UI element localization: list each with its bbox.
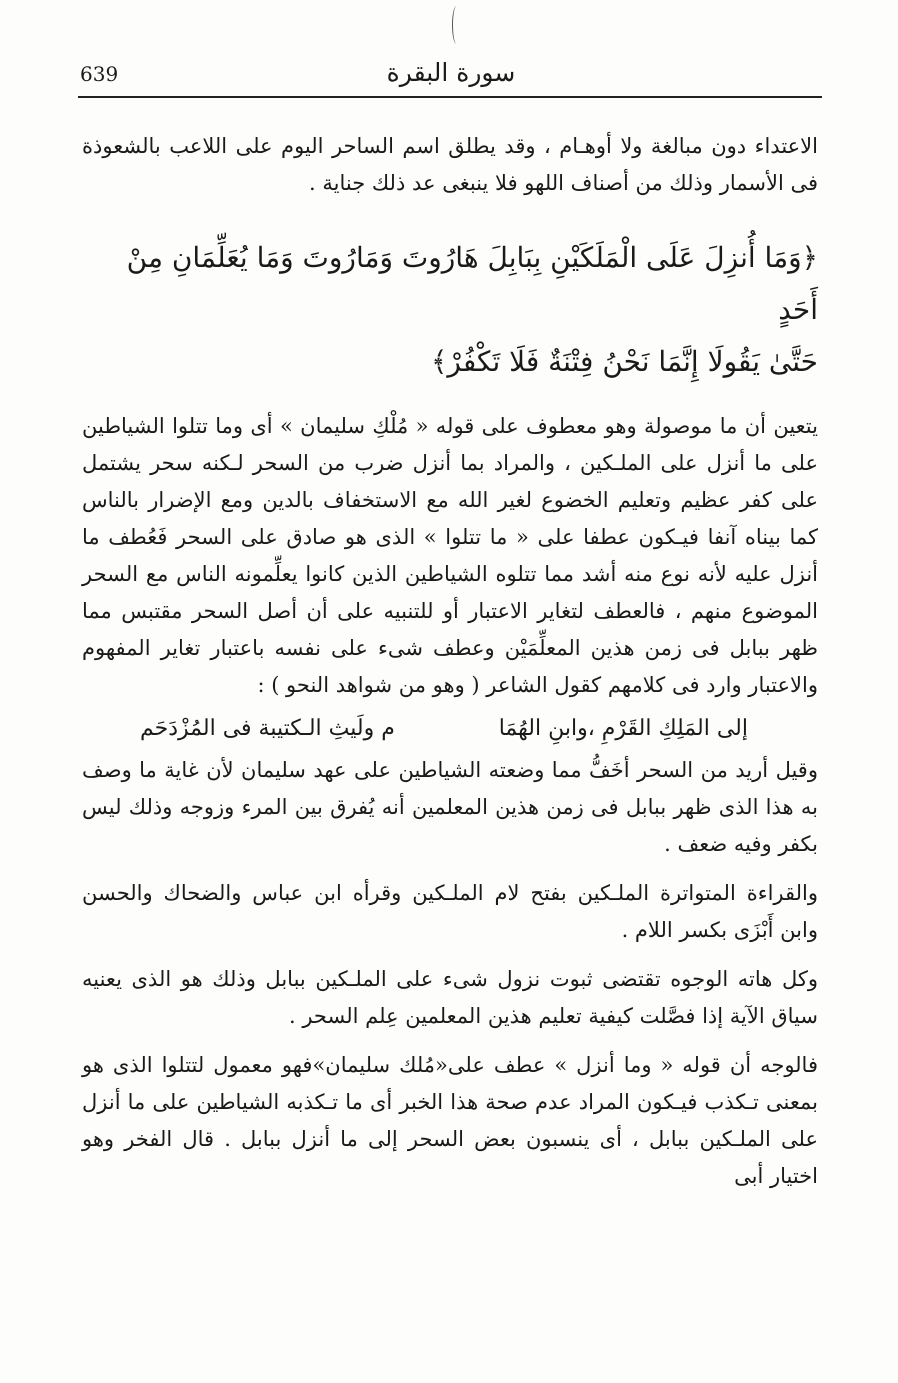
paragraph-gap bbox=[82, 1035, 818, 1047]
verse-line-1: ﴿وَمَا أُنزِلَ عَلَى الْمَلَكَيْنِ بِبَابِلَ هَارُوتَ وَمَارُوتَ وَمَا يُعَلِّمَانِ مِنْ أَحَدٍ bbox=[126, 241, 818, 326]
paragraph-gap bbox=[82, 863, 818, 875]
poem-hemistich-1: إلى المَلِكِ القَرْمِ ،وابنِ الهُمَا bbox=[498, 716, 748, 741]
quran-verse bbox=[82, 232, 818, 388]
poetry-verse bbox=[82, 710, 818, 748]
verse-line-2: حَتَّىٰ يَقُولَا إِنَّمَا نَحْنُ فِتْنَةٌ فَلَا تَكْفُرْ﴾ bbox=[430, 345, 818, 378]
page-number: 639 bbox=[80, 62, 119, 86]
top-margin-mark bbox=[452, 6, 461, 44]
page-body bbox=[82, 128, 818, 1195]
paragraph-1: الاعتداء دون مبالغة ولا أوهـام ، وقد يطلق اسم الساحر اليوم على اللاعب بالشعوذة فى الأسمار وذلك من أصناف اللهو فلا ينبغى عد ذلك جناية . bbox=[82, 134, 818, 195]
paragraph-6: فالوجه أن قوله « وما أنزل » عطف على«مُلك سليمان»فهو معمول لتتلوا الذى هو بمعنى تـكذب فيـكون المراد عدم صحة هذا الخبر أى ما تـكذبه الشياطين على ما أنزل على الملـكين ببابل ، أى ينسبون بعض السحر إلى ما أنزل ببابل . قال الفخر وهو اختيار أبى bbox=[82, 1053, 818, 1188]
poem-hemistich-2: م ولَيثِ الـكتيبة فى المُزْدَحَم bbox=[140, 716, 395, 741]
header-rule bbox=[78, 96, 822, 98]
surah-title: سورة البقرة bbox=[386, 58, 516, 87]
paragraph-5: وكل هاته الوجوه تقتضى ثبوت نزول شىء على الملـكين ببابل وذلك هو الذى يعنيه سياق الآية إذا فصَّلت كيفية تعليم هذين المعلمين عِلم السحر . bbox=[82, 967, 818, 1028]
paragraph-gap bbox=[82, 949, 818, 961]
paragraph-3: وقيل أريد من السحر أخَفُّ مما وضعته الشياطين على عهد سليمان لأن غاية ما وصف به هذا الذى ظهر ببابل فى زمن هذين المعلمين أنه يُفرق بين المرء وزوجه وذلك ليس بكفر وفيه ضعف . bbox=[82, 758, 818, 856]
paragraph-2: يتعين أن ما موصولة وهو معطوف على قوله « مُلْكِ سليمان » أى وما تتلوا الشياطين على ما أنزل على الملـكين ، والمراد بما أنزل ضرب من السحر لـكنه سحر يشتمل على كفر عظيم وتعليم الخضوع لغير الله مع الاستخفاف بالدين ومع الإضرار بالناس كما بيناه آنفا فيـكون عطفا على « ما تتلوا » الذى هو صادق على السحر فَعُطف ما أنزل عليه لأنه نوع منه أشد مما تتلوه الشياطين الذين كانوا يعلِّمونه الناس مع السحر الموضوع منهم ، فالعطف لتغاير الاعتبار أو للتنبيه على أن أصل السحر مقتبس مما ظهر ببابل فى زمن هذين المعلِّمَيْن وعطف شىء على نفسه باعتبار تغاير المفهوم والاعتبار وارد فى كلامهم كقول الشاعر ( وهو من شواهد النحو ) : bbox=[82, 414, 818, 697]
paragraph-4: والقراءة المتواترة الملـكين بفتح لام الملـكين وقرأه ابن عباس والضحاك والحسن وابن أَبْزَى بكسر اللام . bbox=[82, 881, 818, 942]
page-header bbox=[80, 58, 822, 98]
